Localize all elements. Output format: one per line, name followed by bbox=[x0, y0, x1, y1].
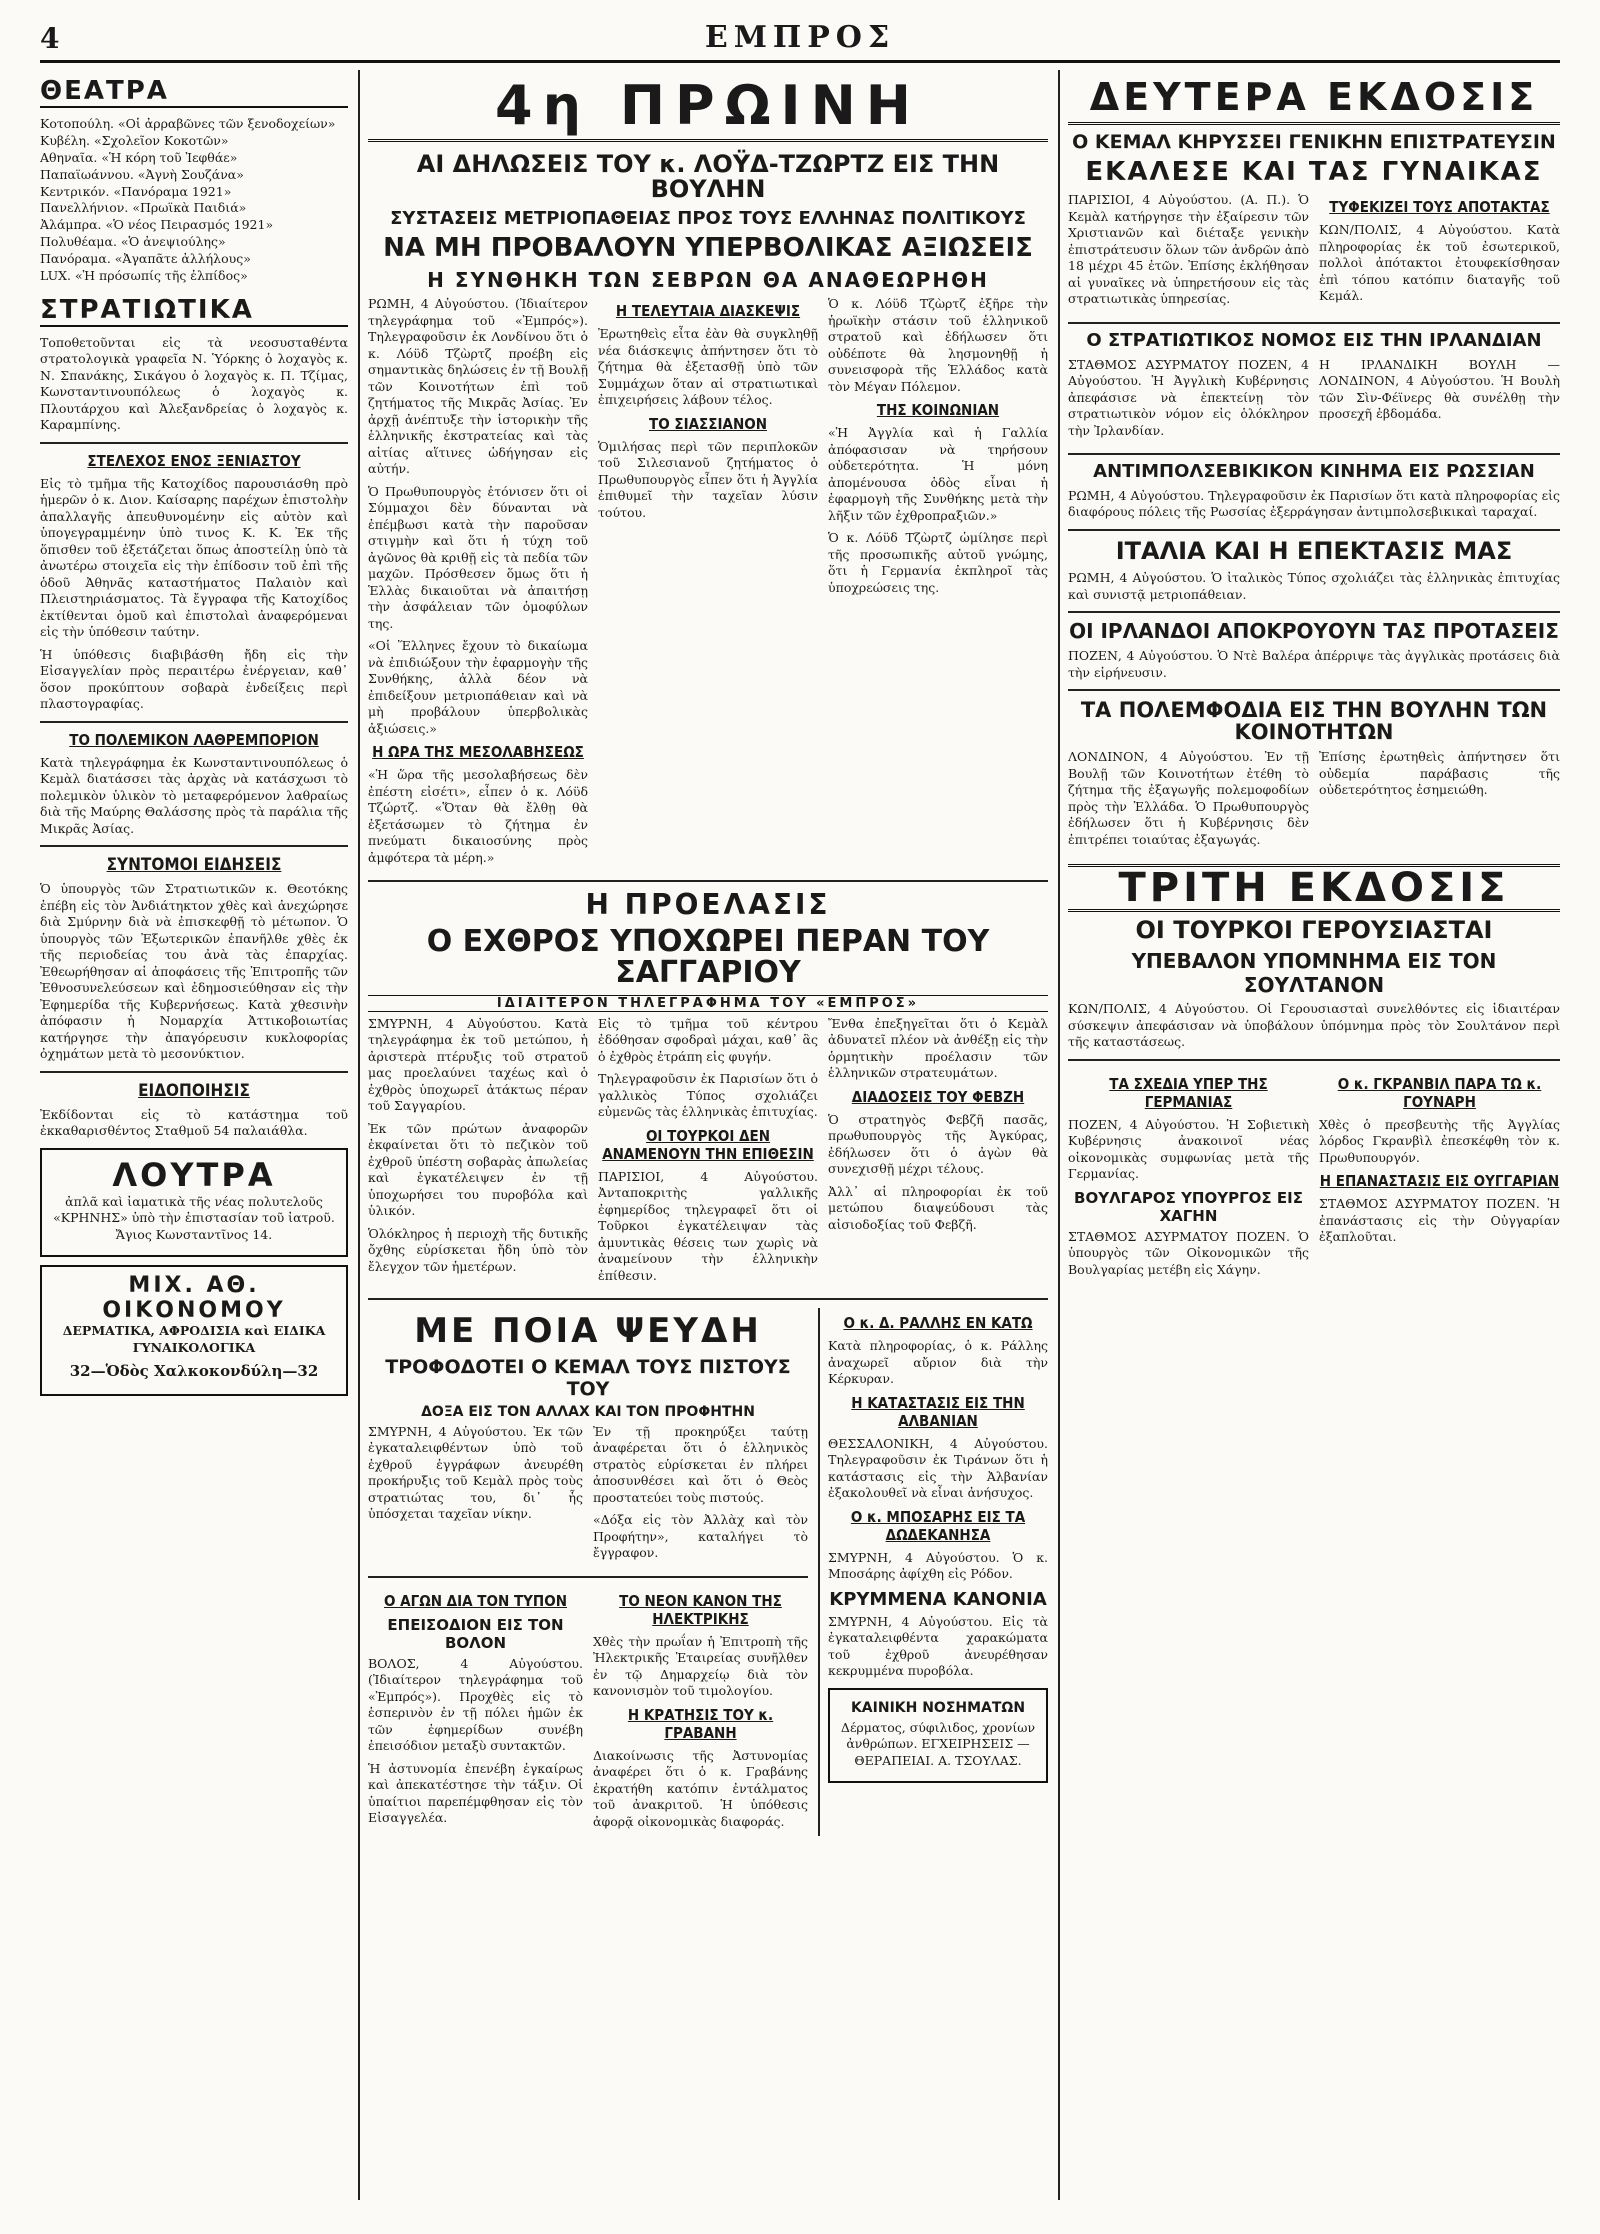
article-headline: Ο ΚΕΜΑΛ ΚΗΡΥΣΣΕΙ ΓΕΝΙΚΗΝ ΕΠΙΣΤΡΑΤΕΥΣΙΝ bbox=[1072, 130, 1556, 153]
divider bbox=[1068, 529, 1560, 531]
text-column bbox=[368, 1016, 588, 1291]
article-headline: ΙΤΑΛΙΑ ΚΑΙ Η ΕΠΕΚΤΑΣΙΣ ΜΑΣ bbox=[1115, 536, 1513, 565]
article-text: Ἡ ἀστυνομία ἐπενέβη ἐγκαίρως καὶ ἀπεκατέστησε τὴν τάξιν. Οἱ ὑπαίτιοι παρεπέμφθησαν εἰς τὸν Εἰσαγγελέα. bbox=[368, 1760, 583, 1826]
article-text: «Οἱ Ἕλληνες ἔχουν τὸ δικαίωμα νὰ ἐπιδιώξουν τὴν ἐφαρμογὴν τῆς Συνθήκης, ἀλλὰ δέον νὰ ἐπιδείξουν μετριοπάθειαν καὶ νὰ μὴ προβάλουν ὑπερβολικὰς ἀξιώσεις.» bbox=[368, 638, 588, 736]
article-headline: Η ΚΑΤΑΣΤΑΣΙΣ ΕΙΣ ΤΗΝ ΑΛΒΑΝΙΑΝ bbox=[851, 1393, 1025, 1430]
article-headline: ΤΑ ΠΟΛΕΜΦΟΔΙΑ ΕΙΣ ΤΗΝ ΒΟΥΛΗΝ ΤΩΝ ΚΟΙΝΟΤΗΤΩΝ bbox=[1080, 698, 1548, 745]
theatre-listing: Αθηναῖα. «Ἡ κόρη τοῦ Ἰεφθάε» bbox=[40, 149, 238, 165]
text-column bbox=[368, 1424, 583, 1568]
notice-headline: ΕΙΔΟΠΟΙΗΣΙΣ bbox=[138, 1080, 250, 1101]
war-subhead: ΙΔΙΑΙΤΕΡΟΝ ΤΗΛΕΓΡΑΦΗΜΑ ΤΟΥ «ΕΜΠΡΟΣ» bbox=[368, 995, 1048, 1012]
text-column bbox=[368, 1586, 583, 1837]
lower-left bbox=[368, 1308, 808, 1836]
article-text: Χθὲς ὁ πρεσβευτὴς τῆς Ἀγγλίας λόρδος Γκρανβὶλ ἐπεσκέφθη τὸν κ. Πρωθυπουργόν. bbox=[1319, 1116, 1560, 1165]
article-text: ΡΩΜΗ, 4 Αὐγούστου. (Ἰδιαίτερον τηλεγράφημα τοῦ «Ἐμπρός»). Τηλεγραφοῦσιν ἐκ Λονδίνου ὅτι ὁ κ. Λόϋδ Τζὼρτζ προέβη εἰς σημαντικὰς δηλώσεις ἐν τῇ Βουλῇ τῶν Κοινοτήτων ἐπὶ τοῦ ζητήματος τῆς Μικρᾶς Ἀσίας. Ἐν ἀρχῇ ἀνέπτυξε τὴν ἱστορικὴν τῆς ἑλληνικῆς ἐκστρατείας καὶ τὰς αἰτίας αἵτινες ὡδήγησαν εἰς αὐτήν. bbox=[368, 296, 588, 477]
article-text: Ἐκ τῶν πρώτων ἀναφορῶν ἐκφαίνεται ὅτι τὸ πεζικὸν τοῦ ἐχθροῦ ὑπέστη σοβαρὰς ἀπωλείας καὶ ἐγκατέλειψεν ἐν τῇ ὑποχωρήσει του πυροβόλα καὶ ὑλικόν. bbox=[368, 1120, 588, 1219]
article-text: ΚΩΝ/ΠΟΛΙΣ, 4 Αὐγούστου. Κατὰ πληροφορίας ἐκ τοῦ ἐσωτερικοῦ, πολλοὶ ἀπότακτοι ἐτουφεκίσθησαν ἐπὶ τόπου κατόπιν διαταγῆς τοῦ Κεμάλ. bbox=[1319, 222, 1560, 304]
divider bbox=[368, 880, 1048, 882]
divider bbox=[1068, 322, 1560, 324]
theatre-listing: Πανόραμα. «Ἀγαπᾶτε ἀλλήλους» bbox=[40, 251, 251, 266]
article-text: ΣΜΥΡΝΗ, 4 Αὐγούστου. Κατὰ τηλεγράφημα ἐκ τοῦ μετώπου, ἡ ἀριστερὰ πτέρυξις τοῦ στρατοῦ μας προελαύνει ταχέως καὶ ὁ ἐχθρὸς ὑποχωρεῖ ἀτάκτως πέραν τοῦ Σαγγαρίου. bbox=[368, 1015, 588, 1114]
article-subhead: ΕΠΕΙΣΟΔΙΟΝ ΕΙΣ ΤΟΝ ΒΟΛΟΝ bbox=[387, 1615, 564, 1652]
article-text: Ἐρωτηθεὶς εἶτα ἐὰν θὰ συγκληθῇ νέα διάσκεψις ἀπήντησεν ὅτι τὸ ζήτημα θὰ ἐξετασθῇ ὑπὸ τῶν Συμμάχων ὅταν αἱ στρατιωτικαὶ ἐπιχειρήσεις λάβουν τέλος. bbox=[598, 326, 818, 408]
article-subhead: ΤΡΟΦΟΔΟΤΕΙ Ο ΚΕΜΑΛ ΤΟΥΣ ΠΙΣΤΟΥΣ ΤΟΥ bbox=[385, 1355, 791, 1400]
article-text: ΣΤΑΘΜΟΣ ΑΣΥΡΜΑΤΟΥ ΠΟΖΕΝ, 4 Αὐγούστου. Ἡ Ἀγγλικὴ Κυβέρνησις ἀπεφάσισε νὰ ἐπεκτείνῃ τὸν στρατιωτικὸν νόμον εἰς ὁλόκληρον τὴν Ἰρλανδίαν. bbox=[1068, 356, 1309, 438]
divider bbox=[1068, 611, 1560, 613]
divider bbox=[1068, 1059, 1560, 1061]
article-text: Κατὰ πληροφορίας, ὁ κ. Ράλλης ἀναχωρεῖ αὔριον διὰ τὴν Κέρκυραν. bbox=[828, 1338, 1048, 1387]
article-text: ΠΟΖΕΝ, 4 Αὐγούστου. Ἡ Σοβιετικὴ Κυβέρνησις ἀνακοινοῖ νέας οἰκονομικὰς συμφωνίας μετὰ τῆς Γερμανίας. bbox=[1068, 1116, 1309, 1182]
article-columns bbox=[1068, 1069, 1560, 1285]
lower-section bbox=[368, 1308, 1048, 1836]
sub-headline: Η ΣΥΝΘΗΚΗ ΤΩΝ ΣΕΒΡΩΝ ΘΑ ΑΝΑΘΕΩΡΗΘΗ bbox=[427, 268, 989, 293]
article-text: «Ἡ Ἀγγλία καὶ ἡ Γαλλία ἀπόφασισαν νὰ τηρήσουν οὐδετερότητα. Ἡ μόνη ἀπομένουσα ὁδὸς εἶναι ἡ ἐφαρμογὴ τῆς Συνθήκης μετὰ τὴν λῆξιν τῶν ἐχθροπραξιῶν.» bbox=[828, 425, 1048, 523]
article-columns bbox=[368, 1424, 808, 1568]
article-subhead: ΤΟ ΣΙΑΣΣΙΑΝΟΝ bbox=[648, 414, 767, 433]
article-headline: ΑΝΤΙΜΠΟΛΣΕΒΙΚΙΚΟΝ ΚΙΝΗΜΑ ΕΙΣ ΡΩΣΣΙΑΝ bbox=[1093, 461, 1535, 483]
article-text: Η ΙΡΛΑΝΔΙΚΗ ΒΟΥΛΗ — ΛΟΝΔΙΝΟΝ, 4 Αὐγούστου. Ἡ Βουλὴ τῶν Σὶν-Φέϊνερς θὰ συνέλθῃ τὴν προσεχῆ ἑβδομάδα. bbox=[1319, 356, 1560, 422]
theatre-listing: Παπαϊωάννου. «Ἀγνὴ Σουζάνα» bbox=[40, 166, 244, 182]
text-column bbox=[1319, 357, 1560, 446]
article-text: Ἔνθα ἐπεξηγεῖται ὅτι ὁ Κεμὰλ ἀδυνατεῖ πλέον νὰ ἀνθέξῃ εἰς τὴν ὁρμητικὴν προέλασιν τῶν ἑλληνικῶν στρατευμάτων. bbox=[828, 1015, 1048, 1081]
article-text: Ὁλόκληρος ἡ περιοχὴ τῆς δυτικῆς ὄχθης εὑρίσκεται ἤδη ὑπὸ τὸν ἔλεγχον τῶν ἡμετέρων. bbox=[368, 1225, 588, 1274]
article-headline: ΚΡΥΜΜΕΝΑ ΚΑΝΟΝΙΑ bbox=[829, 1588, 1047, 1610]
theatre-listing: Κοτοπούλη. «Οἱ ἀρραβῶνες τῶν ξενοδοχείων» bbox=[40, 116, 336, 131]
text-column bbox=[598, 296, 818, 872]
second-edition-banner: ΔΕΥΤΕΡΑ ΕΚΔΟΣΙΣ bbox=[1068, 78, 1560, 125]
column-divider bbox=[1058, 70, 1060, 2200]
theatre-title: ΘΕΑΤΡΑ bbox=[40, 76, 348, 108]
article-headline: Ο ΣΤΡΑΤΙΩΤΙΚΟΣ ΝΟΜΟΣ ΕΙΣ ΤΗΝ ΙΡΛΑΝΔΙΑΝ bbox=[1086, 329, 1542, 351]
theatre-listing: Πανελλήνιον. «Πρωϊκὰ Παιδιά» bbox=[40, 200, 247, 216]
war-headline: Ο ΕΧΘΡΟΣ ΥΠΟΧΩΡΕΙ ΠΕΡΑΝ ΤΟΥ ΣΑΓΓΑΡΙΟΥ bbox=[426, 923, 990, 991]
article-text: ΠΑΡΙΣΙΟΙ, 4 Αὐγούστου. Ἀνταποκριτὴς γαλλικῆς ἐφημερίδος τηλεγραφεῖ ὅτι οἱ Τοῦρκοι ἐγκατέλειψαν τὰς ἀμυντικὰς θέσεις των χωρὶς νὰ ἀναμείνουν τὴν ἑλληνικὴν ἐπίθεσιν. bbox=[598, 1168, 818, 1283]
article-text: Διακοίνωσις τῆς Ἀστυνομίας ἀναφέρει ὅτι ὁ κ. Γραβάνης ἐκρατήθη κατόπιν ἐντάλματος τοῦ ἀνακριτοῦ. Ἡ ὑπόθεσις ἀφορᾷ οἰκονομικὰς διαφοράς. bbox=[593, 1747, 808, 1829]
military-title: ΣΤΡΑΤΙΩΤΙΚΑ bbox=[40, 295, 348, 327]
article-subhead: Η ΩΡΑ ΤΗΣ ΜΕΣΟΛΑΒΗΣΕΩΣ bbox=[372, 743, 584, 762]
article-text: Ὁ στρατηγὸς Φεβζῆ πασᾶς, πρωθυπουργὸς τῆς Ἀγκύρας, ἐδήλωσεν ὅτι ὁ ἀγὼν θὰ συνεχισθῇ μέχρι τέλους. bbox=[828, 1111, 1048, 1177]
text-column bbox=[1068, 749, 1309, 854]
text-column bbox=[1068, 1069, 1309, 1285]
article-headline: ΟΙ ΤΟΥΡΚΟΙ ΓΕΡΟΥΣΙΑΣΤΑΙ bbox=[1135, 916, 1493, 945]
sub-headline: ΝΑ ΜΗ ΠΡΟΒΑΛΟΥΝ ΥΠΕΡΒΟΛΙΚΑΣ ΑΞΙΩΣΕΙΣ bbox=[383, 233, 1033, 264]
text-column bbox=[593, 1586, 808, 1837]
article-text: Ἐπίσης ἐρωτηθεὶς ἀπήντησεν ὅτι οὐδεμία παράβασις τῆς οὐδετερότητος ἐσημειώθη. bbox=[1319, 749, 1560, 798]
left-column bbox=[40, 72, 348, 2212]
paper-name: ΕΜΠΡΟΣ bbox=[704, 20, 896, 55]
clinic-ad bbox=[828, 1688, 1048, 1784]
page-number: 4 bbox=[40, 22, 60, 55]
center-column bbox=[368, 72, 1048, 2212]
article-text: ΚΩΝ/ΠΟΛΙΣ, 4 Αὐγούστου. Οἱ Γερουσιασταὶ συνελθόντες εἰς ἰδιαιτέραν σύσκεψιν ἀπεφάσισαν νὰ ὑποβάλουν ὑπόμνημα πρὸς τὸν Σουλτάνον περὶ τῆς καταστάσεως. bbox=[1068, 1001, 1560, 1050]
divider bbox=[368, 1298, 1048, 1300]
ad-text: Δέρματος, σύφιλιδος, χρονίων ἀνθρώπων. ΕΓΧΕΙΡΗΣΕΙΣ — ΘΕΡΑΠΕΙΑΙ. Α. ΤΣΟΥΛΑΣ. bbox=[840, 1719, 1036, 1768]
ad-title: ΜΙΧ. ΑΘ. ΟΙΚΟΝΟΜΟΥ bbox=[102, 1273, 286, 1324]
theatre-listing: Ἀλάμπρα. «Ὁ νέος Πειρασμός 1921» bbox=[40, 217, 274, 233]
divider bbox=[40, 721, 348, 723]
ad-title: ΚΑΙΝΙΚΗ ΝΟΣΗΜΑΤΩΝ bbox=[850, 1699, 1026, 1716]
divider bbox=[40, 1071, 348, 1073]
article-text: ΣΤΑΘΜΟΣ ΑΣΥΡΜΑΤΟΥ ΠΟΖΕΝ. Ἡ ἐπανάστασις εἰς τὴν Οὐγγαρίαν ἐξαπλοῦται. bbox=[1319, 1196, 1560, 1245]
war-headline: Η ΠΡΟΕΛΑΣΙΣ bbox=[585, 888, 831, 922]
edition-banner: 4η ΠΡΩΙΝΗ bbox=[368, 78, 1048, 142]
article-subhead: ΔΙΑΔΟΣΕΙΣ ΤΟΥ ΦΕΒΖΗ bbox=[851, 1087, 1025, 1106]
article-text: ΠΑΡΙΣΙΟΙ, 4 Αὐγούστου. (Α. Π.). Ὁ Κεμὰλ κατήργησε τὴν ἐξαίρεσιν τῶν Χριστιανῶν καὶ διέταξε γενικὴν ἐπιστράτευσιν ὅλων τῶν ἀνδρῶν ἀπὸ 18 μέχρι 45 ἐτῶν. Ἐπίσης ἐκλήθησαν αἱ γυναῖκες νὰ ὑπηρετήσουν εἰς τὰς στρατιωτικὰς ὑπηρεσίας. bbox=[1068, 192, 1309, 307]
article-text: ΡΩΜΗ, 4 Αὐγούστου. Ὁ ἰταλικὸς Τύπος σχολιάζει τὰς ἑλληνικὰς ἐπιτυχίας καὶ συνιστᾷ μετριοπάθειαν. bbox=[1068, 570, 1560, 602]
text-column bbox=[368, 296, 588, 872]
article-headline: ΣΤΕΛΕΧΟΣ ΕΝΟΣ ΞΕΝΙΑΣΤΟΥ bbox=[87, 451, 301, 470]
article-text: Κατὰ τηλεγράφημα ἐκ Κωνσταντινουπόλεως ὁ Κεμὰλ διατάσσει τὰς ἀρχὰς νὰ κατάσχωσι τὸ πολεμικὸν ὑλικὸν τὸ μεταφερόμενον λαθραίως διὰ τῆς Μαύρης Θαλάσσης πρὸς τὰ παράλια τῆς Μικρᾶς Ἀσίας. bbox=[40, 754, 348, 836]
notice-text: Ἐκδίδονται εἰς τὸ κατάστημα τοῦ ἐκκαθαρισθέντος Σταθμοῦ 54 παλαιάθλα. bbox=[40, 1106, 348, 1139]
article-text: Εἰς τὸ τμῆμα τοῦ κέντρου ἐδόθησαν σφοδραὶ μάχαι, καθ᾽ ἃς ὁ ἐχθρὸς ἐτράπη εἰς φυγήν. bbox=[598, 1015, 818, 1064]
text-column bbox=[828, 296, 1048, 872]
article-text: Ἡ ὑπόθεσις διαβιβάσθη ἤδη εἰς τὴν Εἰσαγγελίαν πρὸς περαιτέρω ἐνέργειαν, καθ᾽ ὅσον προκύπτουν σοβαρὰ ἐνδείξεις περὶ πλαστογραφίας. bbox=[40, 646, 348, 712]
article-headline: Η ΚΡΑΤΗΣΙΣ ΤΟΥ κ. ΓΡΑΒΑΝΗ bbox=[627, 1705, 774, 1742]
article-headline: ΤΑ ΣΧΕΔΙΑ ΥΠΕΡ ΤΗΣ ΓΕΡΜΑΝΙΑΣ bbox=[1109, 1074, 1268, 1111]
article-headline: ΟΙ ΙΡΛΑΝΔΟΙ ΑΠΟΚΡΟΥΟΥΝ ΤΑΣ ΠΡΟΤΑΣΕΙΣ bbox=[1069, 619, 1559, 644]
article-headline: ΤΟ ΠΟΛΕΜΙΚΟΝ ΛΑΘΡΕΜΠΟΡΙΟΝ bbox=[69, 730, 319, 749]
article-subhead: ΟΙ ΤΟΥΡΚΟΙ ΔΕΝ ΑΝΑΜΕΝΟΥΝ ΤΗΝ ΕΠΙΘΕΣΙΝ bbox=[602, 1126, 814, 1163]
article-columns bbox=[1068, 749, 1560, 854]
theatre-listing: LUX. «Ἡ πρόσωπίς τῆς ἐλπίδος» bbox=[40, 267, 248, 283]
article-text: Εἰς τὸ τμῆμα τῆς Κατοχίδος παρουσιάσθη πρὸ ἡμερῶν ὁ κ. Διον. Καίσαρης παρέχων ἐπιστολὴν ἀπαλλαγῆς ἀπευθυνομένην εἰς αὐτὸν καὶ ὑπογεγραμμένην ὑπὸ τινος Κ. Κ. Ἐκ τῆς ὅπισθεν τοῦ ἐξετάζεται ὅπως ἀποστείλῃ ὑπὸ τὰ ἀνωτέρω στοιχεῖα εἰς τὴν ἐπίδοσιν τοῦ ἐπὶ τῆς ὁδοῦ Ἀθηνᾶς καταστήματος Παλαιὸν καὶ Πλειστηριάσματος. Τὰ ἔγγραφα τῆς Κατοχίδος ἐκτίθενται ὁμοῦ καὶ ἐπιστολαὶ ἀναφερόμεναι εἰς τὴν ὑπόθεσιν ταύτην. bbox=[40, 475, 348, 640]
article-columns bbox=[368, 296, 1048, 872]
text-column bbox=[1319, 749, 1560, 854]
text-column bbox=[1068, 192, 1309, 314]
ad-title: ΛΟΥΤΡΑ bbox=[112, 1155, 276, 1194]
article-headline: ΤΟ ΝΕΟΝ ΚΑΝΟΝ ΤΗΣ ΗΛΕΚΤΡΙΚΗΣ bbox=[619, 1591, 782, 1628]
article-text: ΡΩΜΗ, 4 Αὐγούστου. Τηλεγραφοῦσιν ἐκ Παρισίων ὅτι κατὰ πληροφορίας εἰς διαφόρους πόλεις τῆς Ρωσσίας ἐξερράγησαν ἀντιμπολσεβικικαὶ ταραχαί. bbox=[1068, 487, 1560, 520]
advertisement bbox=[40, 1148, 348, 1258]
article-headline: ΒΟΥΛΓΑΡΟΣ ΥΠΟΥΡΓΟΣ ΕΙΣ ΧΑΓΗΝ bbox=[1074, 1188, 1303, 1225]
divider bbox=[1068, 453, 1560, 455]
text-column bbox=[598, 1016, 818, 1291]
theatre-listing: Κεντρικόν. «Πανόραμα 1921» bbox=[40, 183, 232, 199]
article-text: Ὁ κ. Λόϋδ Τζὼρτζ ἐξῆρε τὴν ἡρωϊκὴν στάσιν τοῦ ἑλληνικοῦ στρατοῦ καὶ ἐδήλωσεν ὅτι οὐδέποτε θὰ λησμονηθῇ ἡ συνεισφορὰ τῆς Ἑλλάδος κατὰ τὸν Μέγαν Πόλεμον. bbox=[828, 296, 1048, 394]
article-headline: Ο κ. ΜΠΟΣΑΡΗΣ ΕΙΣ ΤΑ ΔΩΔΕΚΑΝΗΣΑ bbox=[850, 1507, 1026, 1544]
article-text: ΘΕΣΣΑΛΟΝΙΚΗ, 4 Αὐγούστου. Τηλεγραφοῦσιν ἐκ Τιράνων ὅτι ἡ κατάστασις εἰς τὴν Ἀλβανίαν ἐξακολουθεῖ νὰ εἶναι ἀνήσυχος. bbox=[828, 1435, 1048, 1501]
column-divider bbox=[358, 70, 360, 2200]
article-text: «Δόξα εἰς τὸν Ἀλλὰχ καὶ τὸν Προφήτην», καταλήγει τὸ ἔγγραφον. bbox=[593, 1512, 808, 1561]
article-text: ΛΟΝΔΙΝΟΝ, 4 Αὐγούστου. Ἐν τῇ Βουλῇ τῶν Κοινοτήτων ἐτέθη τὸ ζήτημα τῆς ἐξαγωγῆς πολεμοφοδίων πρὸς τὴν Ἑλλάδα. Ὁ Πρωθυπουργὸς ἐδήλωσεν ὅτι ἡ Κυβέρνησις δὲν ἐπιτρέπει τοιαύτας ἐξαγωγάς. bbox=[1068, 749, 1309, 847]
article-columns bbox=[1068, 357, 1560, 446]
article-text: Ὁμιλήσας περὶ τῶν περιπλοκῶν τοῦ Σιλεσιανοῦ ζητήματος ὁ Πρωθυπουργὸς εἶπεν ὅτι ἡ Ἀγγλία ἐπιθυμεῖ τὴν ταχεῖαν λύσιν τούτου. bbox=[598, 438, 818, 520]
text-column bbox=[1319, 1069, 1560, 1285]
article-headline: ΣΥΝΤΟΜΟΙ ΕΙΔΗΣΕΙΣ bbox=[106, 855, 282, 876]
divider bbox=[40, 845, 348, 847]
article-text: Ἐν τῇ προκηρύξει ταύτῃ ἀναφέρεται ὅτι ὁ ἑλληνικὸς στρατὸς εὑρίσκεται ἐν πλήρει ἀποσυνθέσει καὶ ὅτι ὁ Θεὸς προστατεύει τοὺς πιστούς. bbox=[593, 1423, 808, 1505]
divider bbox=[1068, 689, 1560, 691]
main-headline: ΑΙ ΔΗΛΩΣΕΙΣ ΤΟΥ κ. ΛΟΫΔ-ΤΖΩΡΤΖ ΕΙΣ ΤΗΝ ΒΟΥΛΗΝ bbox=[416, 149, 1000, 203]
article-headline: Η ΕΠΑΝΑΣΤΑΣΙΣ ΕΙΣ ΟΥΓΓΑΡΙΑΝ bbox=[1319, 1172, 1560, 1191]
article-headline: Ο ΑΓΩΝ ΔΙΑ ΤΟΝ ΤΥΠΟΝ bbox=[384, 1591, 567, 1610]
theatre-listing: Πολυθέαμα. «Ὁ ἀνεψιούλης» bbox=[40, 234, 226, 250]
article-headline: ΕΚΑΛΕΣΕ ΚΑΙ ΤΑΣ ΓΥΝΑΙΚΑΣ bbox=[1085, 156, 1543, 187]
article-subhead: ΤΗΣ ΚΟΙΝΩΝΙΑΝ bbox=[876, 401, 1000, 420]
divider bbox=[40, 442, 348, 444]
third-edition-banner: ΤΡΙΤΗ ΕΚΔΟΣΙΣ bbox=[1068, 864, 1560, 912]
military-text: Τοποθετοῦνται εἰς τὰ νεοσυσταθέντα στρατολογικὰ γραφεῖα Ν. Ὑόρκης ὁ λοχαγὸς κ. Ν. Σπανάκης, Σικάγου ὁ λοχαγὸς κ. Π. Τζίμας, Κωνσταντινουπόλεως ὁ λοχαγὸς κ. Πλουτάρχου καὶ Ἀλεξανδρείας ὁ λοχαγὸς κ. Καραμπίνης. bbox=[40, 334, 348, 433]
article-text: Χθὲς τὴν πρωΐαν ἡ Ἐπιτροπὴ τῆς Ἠλεκτρικῆς Ἑταιρείας συνῆλθεν ἐν τῷ Δημαρχείῳ διὰ τὸν κανονισμὸν τοῦ τιμολογίου. bbox=[593, 1633, 808, 1699]
article-subhead: ΥΠΕΒΑΛΟΝ ΥΠΟΜΝΗΜΑ ΕΙΣ ΤΟΝ ΣΟΥΛΤΑΝΟΝ bbox=[1131, 949, 1497, 998]
article-subhead: ΔΟΞΑ ΕΙΣ ΤΟΝ ΑΛΛΑΧ ΚΑΙ ΤΟΝ ΠΡΟΦΗΤΗΝ bbox=[421, 1403, 755, 1420]
ad-text: ἀπλᾶ καὶ ἰαματικὰ τῆς νέας πολυτελοῦς «ΚΡΗΝΗΣ» ὑπὸ τὴν ἐπιστασίαν τοῦ ἰατροῦ. Ἄγιος Κωνσταντῖνος 14. bbox=[53, 1193, 335, 1242]
article-text: Ὁ κ. Λόϋδ Τζὼρτζ ὡμίλησε περὶ τῆς προσωπικῆς αὐτοῦ γνώμης, ὅτι ἡ Γερμανία ἐκπληροῖ τὰς ὑποχρεώσεις της. bbox=[828, 530, 1048, 595]
lower-right bbox=[818, 1308, 1048, 1836]
article-text: ΣΤΑΘΜΟΣ ΑΣΥΡΜΑΤΟΥ ΠΟΖΕΝ. Ὁ ὑπουργὸς τῶν Οἰκονομικῶν τῆς Βουλγαρίας μετέβη εἰς Χάγην. bbox=[1068, 1228, 1309, 1277]
article-text: ΣΜΥΡΝΗ, 4 Αὐγούστου. Ἐκ τῶν ἐγκαταλειφθέντων ὑπὸ τοῦ ἐχθροῦ ἐγγράφων ἀνευρέθη προκήρυξις τοῦ Κεμὰλ πρὸς τοὺς στρατιώτας του, δι᾽ ἧς ὑπόσχεται ταχεῖαν νίκην. bbox=[368, 1423, 583, 1522]
article-headline: Ο κ. ΓΚΡΑΝΒΙΛ ΠΑΡΑ ΤΩ κ. ΓΟΥΝΑΡΗ bbox=[1337, 1074, 1542, 1111]
article-headline: Ο κ. Δ. ΡΑΛΛΗΣ ΕΝ ΚΑΤΩ bbox=[843, 1314, 1033, 1333]
article-text: ΒΟΛΟΣ, 4 Αὐγούστου. (Ἰδιαίτερον τηλεγράφημα τοῦ «Ἐμπρός»). Προχθὲς εἰς τὸ ἑσπερινὸν ἐν τῇ πόλει ἡμῶν ἐκ τῶν ἐφημερίδων συνέβη ἐπεισόδιον μεταξὺ συντακτῶν. bbox=[368, 1655, 583, 1754]
ad-address: 32—Ὁδὸς Χαλκοκονδύλη—32 bbox=[69, 1362, 319, 1381]
article-headline: ΜΕ ΠΟΙΑ ΨΕΥΔΗ bbox=[414, 1311, 762, 1352]
text-column bbox=[828, 1016, 1048, 1291]
divider bbox=[368, 1576, 808, 1578]
article-text: Τηλεγραφοῦσιν ἐκ Παρισίων ὅτι ὁ γαλλικὸς Τύπος σχολιάζει εὐμενῶς τὰς ἑλληνικὰς ἐπιτυχίας. bbox=[598, 1071, 818, 1120]
article-text: ΣΜΥΡΝΗ, 4 Αὐγούστου. Ὁ κ. Μποσάρης ἀφίχθη εἰς Ρόδον. bbox=[828, 1549, 1048, 1582]
ad-text: ΔΕΡΜΑΤΙΚΑ, ΑΦΡΟΔΙΣΙΑ καὶ ΕΙΔΙΚΑ ΓΥΝΑΙΚΟΛΟΓΙΚΑ bbox=[62, 1323, 326, 1355]
text-column bbox=[593, 1424, 808, 1568]
article-text: ΠΟΖΕΝ, 4 Αὐγούστου. Ὁ Ντὲ Βαλέρα ἀπέρριψε τὰς ἀγγλικὰς προτάσεις διὰ τὴν εἰρήνευσιν. bbox=[1068, 648, 1560, 680]
text-column bbox=[1319, 192, 1560, 314]
article-subhead: ΤΥΦΕΚΙΖΕΙ ΤΟΥΣ ΑΠΟΤΑΚΤΑΣ bbox=[1329, 198, 1550, 217]
theatre-list bbox=[40, 116, 348, 285]
advertisement bbox=[40, 1265, 348, 1396]
article-columns bbox=[368, 1586, 808, 1837]
right-column bbox=[1068, 72, 1560, 2212]
article-text: Ἀλλ᾽ αἱ πληροφορίαι ἐκ τοῦ μετώπου διαψεύδουσι τὰς αἰσιοδοξίας τοῦ Φεβζῆ. bbox=[828, 1183, 1048, 1232]
masthead bbox=[40, 20, 1560, 63]
article-text: Ὁ ὑπουργὸς τῶν Στρατιωτικῶν κ. Θεοτόκης ἐπέβη εἰς τὸν Ἀνδιάτηκτον χθὲς καὶ ἀνεχώρησε διὰ Σμύρνην διὰ νὰ ἐπισκεφθῇ τὸ μέτωπον. Ὁ ὑπουργὸς τῶν Ἐξωτερικῶν ἐπανῆλθε χθὲς ἐκ τῆς περιοδείας του ἀνὰ τὰς ἐπαρχίας. Ἐθεωρήθησαν αἱ ἀποφάσεις τῆς Ἐπιτροπῆς τῶν Ἐθνοσυνελεύσεων καὶ ἐδημοσιεύθησαν εἰς τὴν Ἐφημερίδα τῆς Κυβερνήσεως. Κατὰ χθεσινὴν ἀπόφασιν ἡ Νομαρχία Ἀττικοβοιωτίας κατήργησε τὴν ἀπαγόρευσιν κυκλοφορίας ὀχημάτων μετὰ τὸ μεσονύκτιον. bbox=[40, 881, 348, 1062]
article-text: «Ἡ ὥρα τῆς μεσολαβήσεως δὲν ἐπέστη εἰσέτι», εἶπεν ὁ κ. Λόϋδ Τζώρτζ. «Ὅταν θὰ ἔλθῃ θὰ ἐξετάσωμεν τὸ ζήτημα ἐν πνεύματι δικαιοσύνης πρὸς ἀμφότερα τὰ μέρη.» bbox=[368, 767, 588, 865]
article-text: Ὁ Πρωθυπουργὸς ἐτόνισεν ὅτι οἱ Σύμμαχοι δὲν δύνανται νὰ ἐπέμβωσι κατὰ τὴν παροῦσαν στιγμὴν καὶ ὅτι ἡ τύχη τοῦ ἀγῶνος θὰ κριθῇ εἰς τὰ πεδία τῶν μαχῶν. Πρόσθεσεν ὅμως ὅτι ἡ Ἑλλὰς δικαιοῦται νὰ ἀπαιτήσῃ τὴν ἀσφάλειαν τῶν ὁμοφύλων της. bbox=[368, 483, 588, 631]
article-text: ΣΜΥΡΝΗ, 4 Αὐγούστου. Εἰς τὰ ἐγκαταλειφθέντα χαρακώματα τοῦ ἐχθροῦ ἀνευρέθησαν κεκρυμμένα πυροβόλα. bbox=[828, 1613, 1048, 1679]
sub-headline: ΣΥΣΤΑΣΕΙΣ ΜΕΤΡΙΟΠΑΘΕΙΑΣ ΠΡΟΣ ΤΟΥΣ ΕΛΛΗΝΑΣ ΠΟΛΙΤΙΚΟΥΣ bbox=[390, 208, 1026, 230]
theatre-listing: Κυβέλη. «Σχολεῖον Κοκοτῶν» bbox=[40, 132, 229, 148]
article-columns bbox=[1068, 192, 1560, 314]
text-column bbox=[1068, 357, 1309, 446]
article-subhead: Η ΤΕΛΕΥΤΑΙΑ ΔΙΑΣΚΕΨΙΣ bbox=[615, 302, 801, 321]
article-columns bbox=[368, 1016, 1048, 1291]
